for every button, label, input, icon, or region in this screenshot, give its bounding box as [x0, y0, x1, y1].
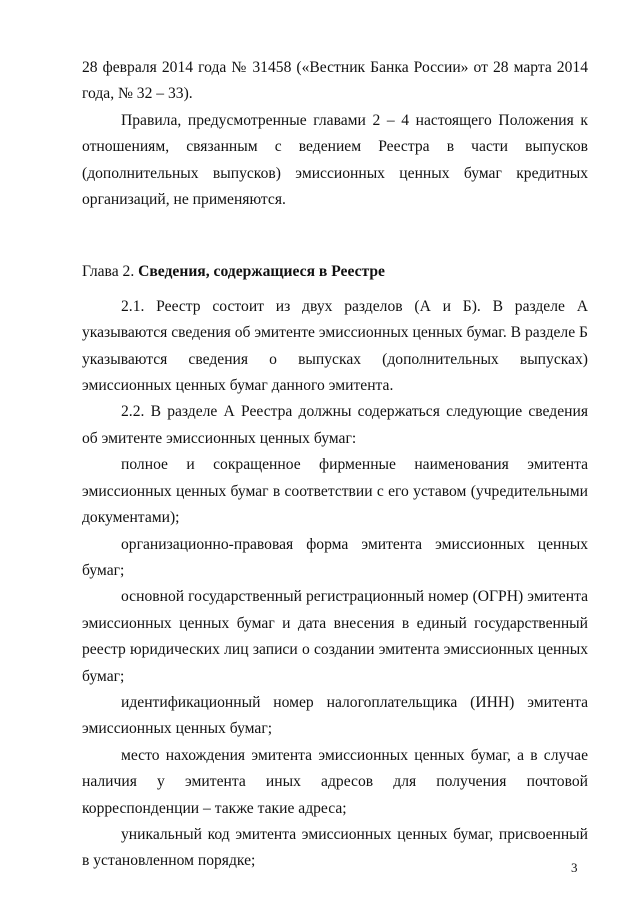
continuation-paragraph: 28 февраля 2014 года № 31458 («Вестник Банка России» от 28 марта 2014 года, № 32 – 33). — [82, 59, 588, 103]
list-item: уникальный код эмитента эмиссионных ценных бумаг, присвоенный в установленном порядке; — [82, 825, 588, 870]
document-body — [82, 55, 588, 875]
rules-paragraph: Правила, предусмотренные главами 2 – 4 настоящего Положения к отношениям, связанным с ведением Реестра в части выпусков (дополнительных выпусков) эмиссионных ценных бумаг кредитных организаций, не применяются. — [82, 111, 588, 209]
chapter-heading — [82, 259, 588, 285]
list-item: идентификационный номер налогоплательщика (ИНН) эмитента эмиссионных ценных бумаг; — [82, 693, 588, 738]
chapter-prefix: Глава 2. — [82, 263, 135, 281]
list-item: основной государственный регистрационный номер (ОГРН) эмитента эмиссионных ценных бумаг и дата внесения в единый государственный реестр юридических лиц записи о создании эмитента эмиссионных ценных бумаг; — [82, 588, 588, 685]
section-2-2: 2.2. В разделе А Реестра должны содержаться следующие сведения об эмитенте эмиссионных ценных бумаг: — [82, 403, 588, 447]
page-number: 3 — [571, 860, 578, 875]
list-item: место нахождения эмитента эмиссионных ценных бумаг, а в случае наличия у эмитента иных адресов для получения почтовой корреспонденции – также такие адреса; — [82, 746, 588, 817]
paragraph-spacer — [82, 213, 588, 259]
section-2-1: 2.1. Реестр состоит из двух разделов (А и Б). В разделе А указываются сведения об эмитенте эмиссионных ценных бумаг. В разделе Б указываются сведения о выпусках (дополнительных выпусках) эмиссионных ценных бумаг данного эмитента. — [82, 297, 588, 395]
chapter-title: Сведения, содержащиеся в Реестре — [138, 263, 385, 281]
list-item: полное и сокращенное фирменные наименования эмитента эмиссионных ценных бумаг в соответствии с его уставом (учредительными документами); — [82, 456, 588, 527]
list-item: организационно-правовая форма эмитента эмиссионных ценных бумаг; — [82, 535, 588, 579]
